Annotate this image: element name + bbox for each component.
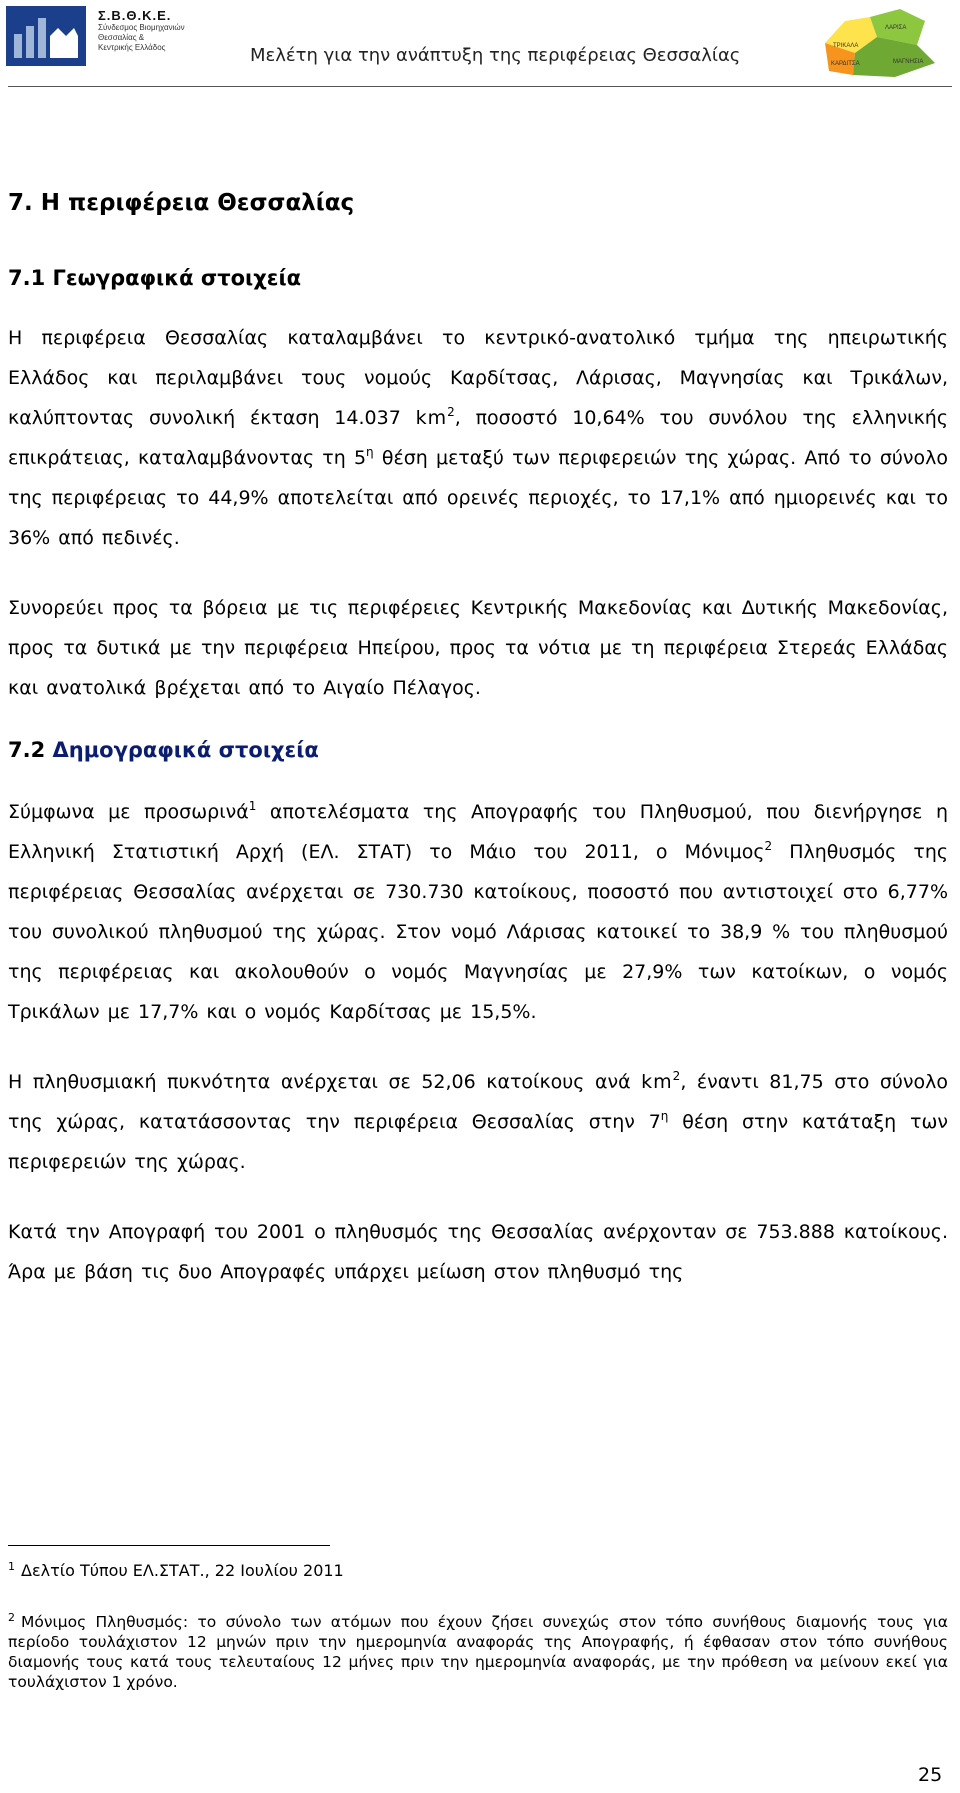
page-number: 25 [918, 1764, 943, 1786]
text-run: θέση μεταξύ των περιφερειών της χώρας. Από το σύνολο της περιφέρειας το 44,9% αποτελείται από ορεινές περιοχές, το 17,1% από ημιορεινές και το 36% από πεδινές. [8, 447, 948, 549]
unit-km: km [641, 1071, 673, 1093]
text-run: Πληθυσμός της περιφέρειας Θεσσαλίας ανέρχεται σε 730.730 κατοίκους, ποσοστό που αντιστοιχεί στο 6,77% του συνολικού πληθυσμού της χώρας. Στον νομό Λάρισας κατοικεί το 38,9 % του πληθυσμού της περιφέρειας και ακολουθούν ο νομός Μαγνησίας με 27,9% των κατοίκων, ο νομός Τρικάλων με 17,7% και ο νομός Καρδίτσας με 15,5%. [8, 841, 949, 1023]
text-run: Σύμφωνα με προσωρινά [8, 801, 249, 823]
footnote-text: Δελτίο Τύπου ΕΛ.ΣΤΑΤ., 22 Ιουλίου 2011 [21, 1561, 344, 1580]
footnote-ref-2[interactable]: 2 [764, 839, 773, 853]
text-run: θέση στην κατάταξη των περιφερειών της χώρας. [8, 1111, 948, 1173]
subsection-number: 7.1 [8, 266, 46, 290]
footnote-divider [8, 1545, 330, 1546]
footnote-number: 2 [8, 1611, 15, 1624]
paragraph-borders: Συνορεύει προς τα βόρεια με τις περιφέρειες Κεντρικής Μακεδονίας και Δυτικής Μακεδονίας, προς τα δυτικά με την περιφέρεια Ηπείρου, προς τα νότια με τη περιφέρεια Στερεάς Ελλάδας και ανατολικά βρέχεται από το Αιγαίο Πέλαγος. [8, 597, 948, 699]
subsection-number: 7.2 [8, 738, 46, 762]
org-line: Σύνδεσμος Βιομηχανιών [98, 23, 185, 32]
thessaly-map-logo [815, 3, 955, 81]
org-name: Σ.Β.Θ.Κ.Ε. [98, 8, 172, 23]
footnote-number: 1 [8, 1560, 15, 1573]
footnote-ref-1[interactable]: 1 [248, 799, 257, 813]
region-map-icon [815, 3, 955, 81]
subsection-heading-demographics [8, 738, 948, 762]
org-identity [98, 8, 198, 53]
footnote-2 [8, 1608, 948, 1692]
map-label-magnisia: ΜΑΓΝΗΣΙΑ [893, 59, 924, 65]
sbthke-logo [6, 6, 86, 66]
page-content [8, 190, 948, 1292]
header-divider [8, 86, 952, 87]
map-label-larisa: ΛΑΡΙΣΑ [885, 25, 907, 31]
subsection-title: Δημογραφικά στοιχεία [52, 738, 319, 762]
superscript: 2 [672, 1069, 681, 1083]
text-run: Η περιφέρεια Θεσσαλίας καταλαμβάνει το κεντρικό-ανατολικό τμήμα της ηπειρωτικής Ελλάδος και περιλαμβάνει τους νομούς Καρδίτσας, Λάρισας, Μαγνησίας και Τρικάλων, καλύπτοντας συνολική έκταση 14.037 [8, 327, 948, 429]
footnote-text: Μόνιμος Πληθυσμός: το σύνολο των ατόμων που έχουν ζήσει συνεχώς στον τόπο συνήθους διαμονής τους για περίοδο τουλάχιστον 12 μηνών πριν την ημερομηνία αναφοράς της Απογραφής, ή έφθασαν στον τόπο συνήθους διαμονής τους κατά τους τελευταίους 12 μήνες πριν την ημερομηνία αναφοράς, με την πρόθεση να μείνουν εκεί για τουλάχιστον 1 χρόνο. [8, 1613, 948, 1691]
subsection-title: Γεωγραφικά στοιχεία [52, 266, 302, 290]
org-line: Κεντρικής Ελλάδος [98, 43, 166, 52]
header-title: Μελέτη για την ανάπτυξη της περιφέρειας Θεσσαλίας [250, 45, 741, 66]
map-label-karditsa: ΚΑΡΔΙΤΣΑ [831, 61, 860, 67]
org-line: Θεσσαλίας & [98, 33, 145, 42]
paragraph-density [8, 1062, 948, 1182]
superscript: η [660, 1109, 669, 1123]
subsection-heading-geography [8, 266, 948, 290]
text-run: αποτελέσματα της Απογραφής του Πληθυσμού, που διενήργησε η Ελληνική Στατιστική Αρχή (ΕΛ. ΣΤΑΤ) το Μάιο του 2011, ο Μόνιμος [8, 801, 948, 863]
text-run: Η πληθυσμιακή πυκνότητα ανέρχεται σε 52,06 κατοίκους ανά [8, 1071, 631, 1093]
superscript: η [366, 445, 374, 459]
text-run: , ποσοστό 10,64% του συνόλου της ελληνικής επικράτειας, καταλαμβάνοντας τη 5 [8, 407, 948, 469]
section-heading: 7. Η περιφέρεια Θεσσαλίας [8, 190, 355, 216]
text-run: , έναντι 81,75 στο σύνολο της χώρας, κατατάσσοντας την περιφέρεια Θεσσαλίας στην 7 [8, 1071, 948, 1133]
footnote-1 [8, 1560, 948, 1580]
superscript: 2 [447, 405, 455, 419]
paragraph-census [8, 792, 948, 1032]
factory-logo-icon [6, 6, 86, 66]
map-label-trikala: ΤΡΙΚΑΛΑ [833, 43, 859, 49]
paragraph-geography [8, 318, 948, 558]
unit-km: km [415, 407, 448, 429]
paragraph-census-2001: Κατά την Απογραφή του 2001 ο πληθυσμός της Θεσσαλίας ανέρχονταν σε 753.888 κατοίκους. Άρα με βάση τις δυο Απογραφές υπάρχει μείωση στον πληθυσμό της [8, 1221, 948, 1283]
